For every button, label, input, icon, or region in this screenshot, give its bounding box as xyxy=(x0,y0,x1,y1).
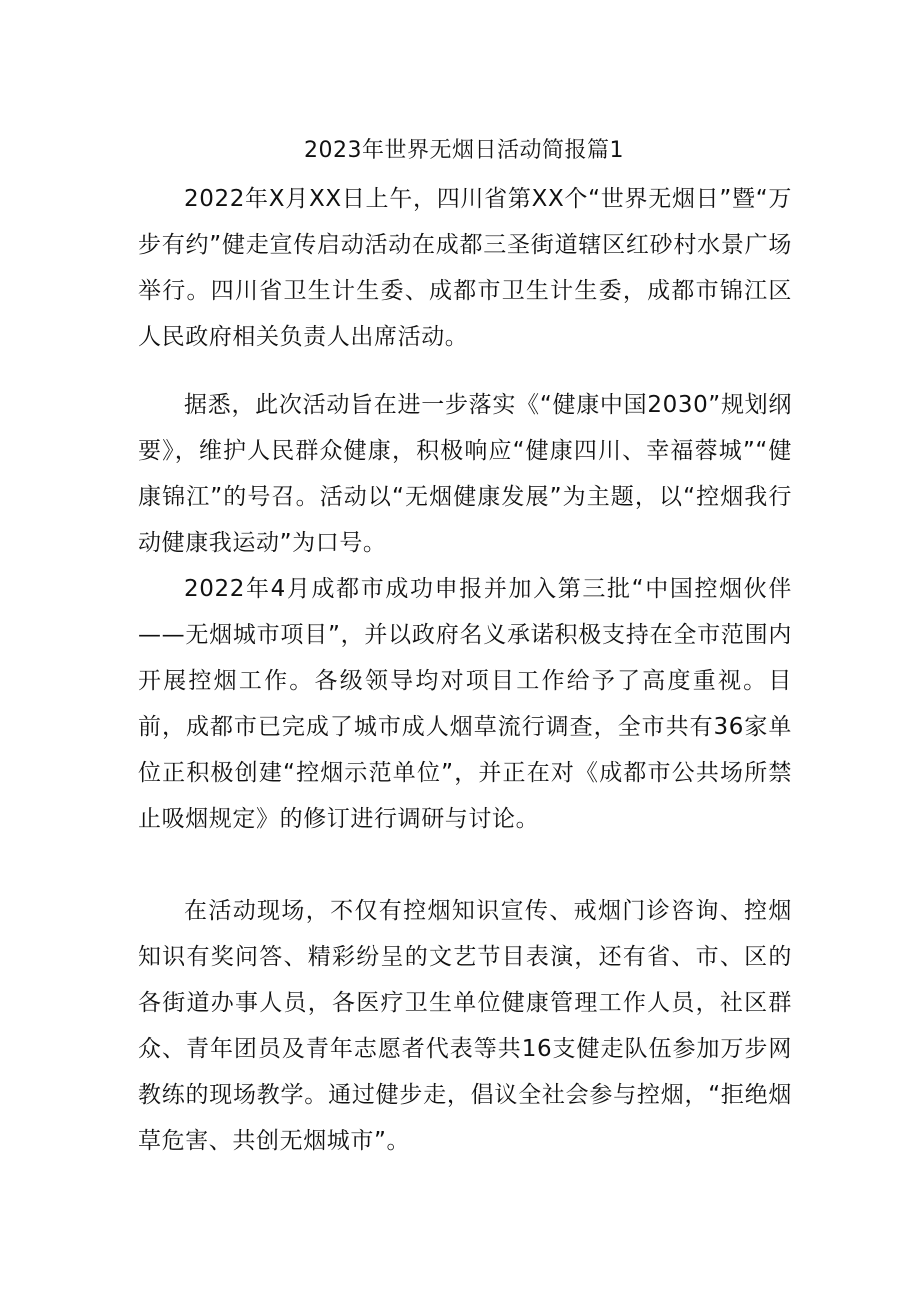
paragraph-event-purpose: 据悉，此次活动旨在进一步落实《“健康中国2030”规划纲要》，维护人民群众健康，积极响应“健康四川、幸福蓉城”“健康锦江”的号召。活动以“无烟健康发展”为主题，以“控烟我行动健康我运动”为口号。 xyxy=(138,392,792,556)
paragraph-city-project: 2022年4月成都市成功申报并加入第三批“中国控烟伙伴——无烟城市项目”，并以政府名义承诺积极支持在全市范围内开展控烟工作。各级领导均对项目工作给予了高度重视。目前，成都市已完成了城市成人烟草流行调查，全市共有36家单位正积极创建“控烟示范单位”，并正在对《成都市公共场所禁止吸烟规定》的修订进行调研与讨论。 xyxy=(138,576,792,832)
paragraph-event-scene: 在活动现场，不仅有控烟知识宣传、戒烟门诊咨询、控烟知识有奖问答、精彩纷呈的文艺节目表演，还有省、市、区的各街道办事人员，各医疗卫生单位健康管理工作人员，社区群众、青年团员及青年志愿者代表等共16支健走队伍参加万步网教练的现场教学。通过健步走，倡议全社会参与控烟，“拒绝烟草危害、共创无烟城市”。 xyxy=(138,898,792,1154)
paragraph-event-intro: 2022年X月XX日上午，四川省第XX个“世界无烟日”暨“万步有约”健走宣传启动活动在成都三圣街道辖区红砂村水景广场举行。四川省卫生计生委、成都市卫生计生委，成都市锦江区人民政府相关负责人出席活动。 xyxy=(138,186,792,350)
document-title: 2023年世界无烟日活动简报篇1 xyxy=(304,138,624,163)
